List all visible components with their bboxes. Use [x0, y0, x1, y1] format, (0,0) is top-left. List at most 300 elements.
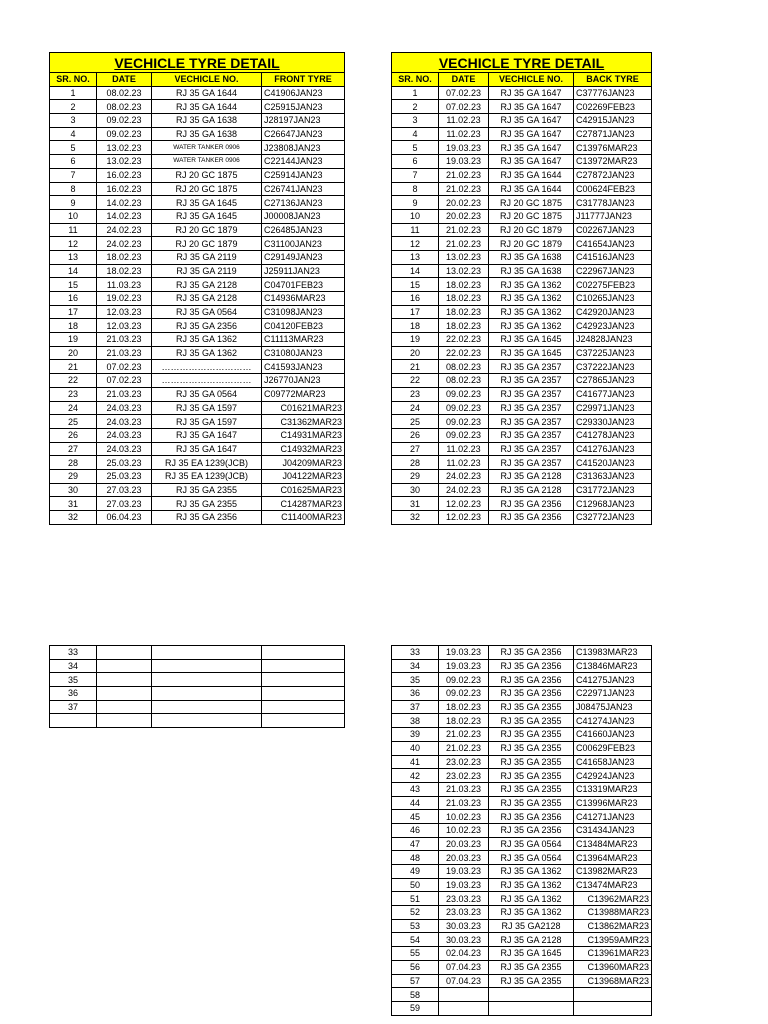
- sr-no-cell: 47: [392, 837, 439, 851]
- sr-no-cell: 7: [50, 168, 97, 182]
- sr-no-cell: 21: [392, 360, 439, 374]
- tyre-cell: C14932MAR23: [262, 442, 345, 456]
- back-extra-body: [392, 646, 652, 1016]
- date-cell: [97, 659, 152, 673]
- sr-no-cell: 59: [392, 1001, 439, 1015]
- sr-no-cell: 56: [392, 960, 439, 974]
- sr-no-cell: 33: [50, 646, 97, 660]
- tyre-cell: C00629FEB23: [574, 741, 652, 755]
- tyre-cell: J24828JAN23: [574, 333, 652, 347]
- date-cell: 07.04.23: [439, 960, 489, 974]
- table-row: [392, 127, 652, 141]
- date-cell: 22.02.23: [439, 333, 489, 347]
- date-cell: 23.03.23: [439, 906, 489, 920]
- date-cell: 20.02.23: [439, 196, 489, 210]
- tyre-cell: C13961MAR23: [574, 947, 652, 961]
- date-cell: 20.03.23: [439, 837, 489, 851]
- date-cell: 11.03.23: [97, 278, 152, 292]
- table-row: [50, 511, 345, 525]
- table-row: [50, 387, 345, 401]
- tyre-cell: C13964MAR23: [574, 851, 652, 865]
- vehicle-no-cell: RJ 35 GA 1362: [489, 892, 574, 906]
- tyre-cell: C13982MAR23: [574, 865, 652, 879]
- vehicle-no-cell: RJ 35 GA 2356: [489, 497, 574, 511]
- vehicle-no-cell: RJ 35 GA 2356: [489, 810, 574, 824]
- date-cell: 16.02.23: [97, 168, 152, 182]
- sr-no-cell: 17: [50, 305, 97, 319]
- tyre-cell: [262, 646, 345, 660]
- sr-no-cell: 54: [392, 933, 439, 947]
- column-header-back-tyre: BACK TYRE: [574, 73, 652, 87]
- table-row: [392, 237, 652, 251]
- sr-no-cell: 21: [50, 360, 97, 374]
- front-tyre-table: [49, 52, 345, 525]
- table-row: [392, 673, 652, 687]
- date-cell: 08.02.23: [439, 360, 489, 374]
- date-cell: 24.02.23: [439, 469, 489, 483]
- table-row: [50, 141, 345, 155]
- tyre-cell: C42920JAN23: [574, 305, 652, 319]
- vehicle-no-cell: RJ 20 GC 1875: [489, 196, 574, 210]
- front-table-body: [50, 86, 345, 524]
- sr-no-cell: 16: [50, 292, 97, 306]
- date-cell: 11.02.23: [439, 114, 489, 128]
- sr-no-cell: [50, 714, 97, 728]
- date-cell: 13.02.23: [439, 250, 489, 264]
- table-row: [392, 196, 652, 210]
- vehicle-no-cell: RJ 35 GA 1362: [489, 319, 574, 333]
- date-cell: 27.03.23: [97, 483, 152, 497]
- sr-no-cell: 26: [50, 428, 97, 442]
- sr-no-cell: 37: [392, 700, 439, 714]
- sr-no-cell: 11: [392, 223, 439, 237]
- date-cell: 06.04.23: [97, 511, 152, 525]
- table-row: [392, 988, 652, 1002]
- tyre-cell: [262, 673, 345, 687]
- tyre-cell: C13972MAR23: [574, 155, 652, 169]
- tyre-cell: J11777JAN23: [574, 209, 652, 223]
- sr-no-cell: 18: [50, 319, 97, 333]
- date-cell: 18.02.23: [439, 700, 489, 714]
- table-row: [50, 700, 345, 714]
- tyre-cell: C01625MAR23: [262, 483, 345, 497]
- vehicle-no-cell: RJ 35 GA 1647: [489, 86, 574, 100]
- sr-no-cell: 25: [392, 415, 439, 429]
- tyre-cell: J08475JAN23: [574, 700, 652, 714]
- table-row: [392, 374, 652, 388]
- tyre-cell: C22971JAN23: [574, 687, 652, 701]
- column-header-date: DATE: [439, 73, 489, 87]
- vehicle-no-cell: RJ 35 GA 1638: [489, 264, 574, 278]
- back-tyre-table: [391, 52, 652, 525]
- vehicle-no-cell: RJ 35 GA 2356: [489, 511, 574, 525]
- tyre-cell: C27871JAN23: [574, 127, 652, 141]
- date-cell: 21.02.23: [439, 728, 489, 742]
- table-row: [50, 673, 345, 687]
- vehicle-no-cell: [152, 646, 262, 660]
- vehicle-no-cell: RJ 35 GA 2355: [489, 960, 574, 974]
- sr-no-cell: 57: [392, 974, 439, 988]
- tyre-cell: C41658JAN23: [574, 755, 652, 769]
- table-row: [50, 360, 345, 374]
- vehicle-no-cell: RJ 35 GA 1645: [152, 209, 262, 223]
- sr-no-cell: 3: [50, 114, 97, 128]
- table-row: [392, 769, 652, 783]
- sr-no-cell: 51: [392, 892, 439, 906]
- sr-no-cell: 48: [392, 851, 439, 865]
- table-row: [392, 878, 652, 892]
- vehicle-no-cell: RJ 35 GA 1362: [489, 278, 574, 292]
- table-row: [392, 714, 652, 728]
- vehicle-no-cell: …………………………: [152, 374, 262, 388]
- table-row: [392, 974, 652, 988]
- front-table-title: VECHICLE TYRE DETAIL: [50, 53, 345, 73]
- table-row: [50, 292, 345, 306]
- sr-no-cell: 10: [50, 209, 97, 223]
- sr-no-cell: 2: [392, 100, 439, 114]
- tyre-cell: C09772MAR23: [262, 387, 345, 401]
- date-cell: 09.02.23: [439, 428, 489, 442]
- column-header-date: DATE: [97, 73, 152, 87]
- sr-no-cell: 30: [50, 483, 97, 497]
- front-tyre-table-continued: [49, 645, 345, 728]
- tyre-cell: C01621MAR23: [262, 401, 345, 415]
- vehicle-no-cell: RJ 35 GA 2355: [489, 782, 574, 796]
- vehicle-no-cell: RJ 20 GC 1879: [152, 223, 262, 237]
- back-table-title: VECHICLE TYRE DETAIL: [392, 53, 652, 73]
- sr-no-cell: 49: [392, 865, 439, 879]
- tyre-cell: C29971JAN23: [574, 401, 652, 415]
- table-row: [392, 1001, 652, 1015]
- table-row: [392, 182, 652, 196]
- table-row: [392, 209, 652, 223]
- tyre-cell: C13983MAR23: [574, 646, 652, 660]
- date-cell: 13.02.23: [97, 155, 152, 169]
- date-cell: 12.03.23: [97, 319, 152, 333]
- table-row: [392, 810, 652, 824]
- table-row: [50, 182, 345, 196]
- table-row: [50, 305, 345, 319]
- date-cell: 23.03.23: [439, 892, 489, 906]
- sr-no-cell: 40: [392, 741, 439, 755]
- vehicle-no-cell: RJ 35 GA 2355: [489, 728, 574, 742]
- tyre-cell: J23808JAN23: [262, 141, 345, 155]
- vehicle-no-cell: RJ 35 GA 2356: [489, 687, 574, 701]
- tyre-cell: C26485JAN23: [262, 223, 345, 237]
- table-row: [392, 442, 652, 456]
- table-row: [392, 155, 652, 169]
- tyre-cell: [574, 988, 652, 1002]
- sr-no-cell: 15: [392, 278, 439, 292]
- sr-no-cell: 55: [392, 947, 439, 961]
- date-cell: 19.03.23: [439, 646, 489, 660]
- table-row: [392, 264, 652, 278]
- sr-no-cell: 32: [392, 511, 439, 525]
- vehicle-no-cell: RJ 35 GA 1362: [489, 305, 574, 319]
- table-row: [50, 250, 345, 264]
- tyre-cell: C32772JAN23: [574, 511, 652, 525]
- table-row: [392, 741, 652, 755]
- table-row: [50, 127, 345, 141]
- tyre-cell: C26647JAN23: [262, 127, 345, 141]
- vehicle-no-cell: RJ 35 GA 2355: [489, 755, 574, 769]
- vehicle-no-cell: RJ 35 GA 2357: [489, 360, 574, 374]
- date-cell: 08.02.23: [97, 86, 152, 100]
- table-row: [50, 168, 345, 182]
- vehicle-no-cell: WATER TANKER 0906: [152, 141, 262, 155]
- table-row: [50, 659, 345, 673]
- sr-no-cell: 20: [50, 346, 97, 360]
- table-row: [50, 497, 345, 511]
- sr-no-cell: 44: [392, 796, 439, 810]
- date-cell: 21.02.23: [439, 182, 489, 196]
- date-cell: 02.04.23: [439, 947, 489, 961]
- date-cell: 07.02.23: [97, 374, 152, 388]
- tyre-cell: J28197JAN23: [262, 114, 345, 128]
- sr-no-cell: 14: [392, 264, 439, 278]
- vehicle-no-cell: RJ 20 GC 1875: [489, 209, 574, 223]
- vehicle-no-cell: RJ 20 GC 1879: [489, 237, 574, 251]
- date-cell: 16.02.23: [97, 182, 152, 196]
- vehicle-no-cell: WATER TANKER 0906: [152, 155, 262, 169]
- sr-no-cell: 19: [392, 333, 439, 347]
- vehicle-no-cell: RJ 35 GA 2355: [152, 483, 262, 497]
- date-cell: 24.02.23: [439, 483, 489, 497]
- date-cell: 24.03.23: [97, 442, 152, 456]
- date-cell: [439, 988, 489, 1002]
- sr-no-cell: 22: [392, 374, 439, 388]
- sr-no-cell: 45: [392, 810, 439, 824]
- sr-no-cell: 20: [392, 346, 439, 360]
- sr-no-cell: 35: [392, 673, 439, 687]
- table-row: [50, 209, 345, 223]
- date-cell: 21.02.23: [439, 237, 489, 251]
- vehicle-no-cell: RJ 35 GA 1647: [489, 155, 574, 169]
- vehicle-no-cell: RJ 35 GA 2357: [489, 374, 574, 388]
- sr-no-cell: 7: [392, 168, 439, 182]
- date-cell: 24.03.23: [97, 401, 152, 415]
- date-cell: 21.03.23: [97, 333, 152, 347]
- vehicle-no-cell: RJ 35 GA 1647: [489, 127, 574, 141]
- date-cell: 19.03.23: [439, 155, 489, 169]
- tyre-cell: C31363JAN23: [574, 469, 652, 483]
- date-cell: 11.02.23: [439, 456, 489, 470]
- sr-no-cell: 36: [50, 687, 97, 701]
- table-row: [392, 851, 652, 865]
- tyre-cell: C13319MAR23: [574, 782, 652, 796]
- date-cell: 12.02.23: [439, 511, 489, 525]
- table-row: [50, 687, 345, 701]
- tyre-cell: J04122MAR23: [262, 469, 345, 483]
- vehicle-no-cell: RJ 35 GA2128: [489, 919, 574, 933]
- vehicle-no-cell: RJ 35 GA 2355: [489, 741, 574, 755]
- sr-no-cell: 8: [392, 182, 439, 196]
- sr-no-cell: 28: [392, 456, 439, 470]
- vehicle-no-cell: RJ 35 GA 2355: [489, 700, 574, 714]
- front-header-row: [50, 73, 345, 87]
- tyre-cell: C41516JAN23: [574, 250, 652, 264]
- column-header-front-tyre: FRONT TYRE: [262, 73, 345, 87]
- sr-no-cell: 9: [392, 196, 439, 210]
- sr-no-cell: 50: [392, 878, 439, 892]
- sr-no-cell: 23: [392, 387, 439, 401]
- date-cell: 08.02.23: [97, 100, 152, 114]
- sr-no-cell: 42: [392, 769, 439, 783]
- tyre-cell: [262, 714, 345, 728]
- table-row: [50, 401, 345, 415]
- vehicle-no-cell: RJ 35 GA 2356: [489, 659, 574, 673]
- vehicle-no-cell: RJ 35 GA 1362: [489, 906, 574, 920]
- tyre-cell: C22967JAN23: [574, 264, 652, 278]
- date-cell: 21.02.23: [439, 168, 489, 182]
- table-row: [392, 728, 652, 742]
- vehicle-no-cell: RJ 35 GA 1645: [489, 947, 574, 961]
- date-cell: 09.02.23: [439, 687, 489, 701]
- vehicle-no-cell: RJ 35 GA 1638: [489, 250, 574, 264]
- vehicle-no-cell: RJ 35 GA 1597: [152, 415, 262, 429]
- tyre-cell: J04209MAR23: [262, 456, 345, 470]
- date-cell: 21.03.23: [439, 796, 489, 810]
- tyre-cell: C13846MAR23: [574, 659, 652, 673]
- tyre-cell: [262, 659, 345, 673]
- sr-no-cell: 34: [392, 659, 439, 673]
- table-row: [392, 687, 652, 701]
- table-row: [392, 401, 652, 415]
- table-row: [50, 223, 345, 237]
- sr-no-cell: 3: [392, 114, 439, 128]
- date-cell: 07.02.23: [97, 360, 152, 374]
- table-row: [392, 933, 652, 947]
- date-cell: 10.02.23: [439, 810, 489, 824]
- vehicle-no-cell: RJ 35 GA 1645: [489, 333, 574, 347]
- tyre-cell: C04120FEB23: [262, 319, 345, 333]
- vehicle-no-cell: RJ 35 GA 0564: [489, 837, 574, 851]
- table-row: [392, 947, 652, 961]
- table-row: [392, 319, 652, 333]
- vehicle-no-cell: RJ 35 GA 1638: [152, 127, 262, 141]
- date-cell: [439, 1001, 489, 1015]
- table-row: [392, 387, 652, 401]
- vehicle-no-cell: [152, 714, 262, 728]
- sr-no-cell: 39: [392, 728, 439, 742]
- date-cell: 20.02.23: [439, 209, 489, 223]
- table-row: [392, 100, 652, 114]
- tyre-cell: C41274JAN23: [574, 714, 652, 728]
- sr-no-cell: 28: [50, 456, 97, 470]
- table-row: [50, 456, 345, 470]
- tyre-cell: [574, 1001, 652, 1015]
- vehicle-no-cell: RJ 35 GA 2128: [152, 278, 262, 292]
- date-cell: 19.02.23: [97, 292, 152, 306]
- sr-no-cell: 29: [50, 469, 97, 483]
- table-row: [392, 415, 652, 429]
- tyre-cell: C14936MAR23: [262, 292, 345, 306]
- table-row: [50, 714, 345, 728]
- sr-no-cell: 10: [392, 209, 439, 223]
- vehicle-no-cell: RJ 20 GC 1879: [489, 223, 574, 237]
- date-cell: 18.02.23: [439, 278, 489, 292]
- table-row: [392, 497, 652, 511]
- date-cell: 19.03.23: [439, 865, 489, 879]
- sr-no-cell: 27: [392, 442, 439, 456]
- vehicle-no-cell: RJ 35 GA 1644: [489, 168, 574, 182]
- tyre-cell: [262, 687, 345, 701]
- vehicle-no-cell: RJ 35 GA 2355: [489, 769, 574, 783]
- sr-no-cell: 5: [50, 141, 97, 155]
- date-cell: 09.02.23: [439, 387, 489, 401]
- date-cell: 21.02.23: [439, 741, 489, 755]
- date-cell: 09.02.23: [97, 114, 152, 128]
- tyre-cell: C13996MAR23: [574, 796, 652, 810]
- sr-no-cell: 30: [392, 483, 439, 497]
- vehicle-no-cell: RJ 35 GA 0564: [152, 387, 262, 401]
- date-cell: 09.02.23: [439, 401, 489, 415]
- vehicle-no-cell: RJ 35 GA 2128: [489, 933, 574, 947]
- date-cell: 23.02.23: [439, 755, 489, 769]
- tyre-cell: C02267JAN23: [574, 223, 652, 237]
- table-row: [50, 319, 345, 333]
- table-row: [392, 659, 652, 673]
- sr-no-cell: 25: [50, 415, 97, 429]
- date-cell: 12.03.23: [97, 305, 152, 319]
- table-row: [392, 86, 652, 100]
- tyre-cell: C37222JAN23: [574, 360, 652, 374]
- back-header-row: [392, 73, 652, 87]
- vehicle-no-cell: RJ 35 GA 2357: [489, 415, 574, 429]
- date-cell: 21.03.23: [439, 782, 489, 796]
- date-cell: 13.02.23: [439, 264, 489, 278]
- tyre-cell: C31778JAN23: [574, 196, 652, 210]
- front-extra-body: [50, 646, 345, 728]
- vehicle-no-cell: RJ 35 GA 1362: [489, 865, 574, 879]
- back-table-body: [392, 86, 652, 524]
- date-cell: 07.04.23: [439, 974, 489, 988]
- tyre-cell: C25915JAN23: [262, 100, 345, 114]
- table-row: [392, 906, 652, 920]
- date-cell: 24.03.23: [97, 415, 152, 429]
- sr-no-cell: 2: [50, 100, 97, 114]
- table-row: [50, 374, 345, 388]
- date-cell: 19.03.23: [439, 141, 489, 155]
- sr-no-cell: 58: [392, 988, 439, 1002]
- date-cell: 24.03.23: [97, 428, 152, 442]
- sr-no-cell: 12: [50, 237, 97, 251]
- sr-no-cell: 8: [50, 182, 97, 196]
- tyre-cell: C41677JAN23: [574, 387, 652, 401]
- tyre-cell: C31098JAN23: [262, 305, 345, 319]
- table-row: [392, 646, 652, 660]
- date-cell: [97, 687, 152, 701]
- table-row: [392, 292, 652, 306]
- date-cell: 11.02.23: [439, 442, 489, 456]
- tyre-cell: C31100JAN23: [262, 237, 345, 251]
- date-cell: 14.02.23: [97, 209, 152, 223]
- sr-no-cell: 17: [392, 305, 439, 319]
- date-cell: 24.02.23: [97, 223, 152, 237]
- tyre-cell: C41654JAN23: [574, 237, 652, 251]
- table-row: [392, 755, 652, 769]
- tyre-cell: C27865JAN23: [574, 374, 652, 388]
- date-cell: 25.03.23: [97, 456, 152, 470]
- table-row: [50, 442, 345, 456]
- tyre-cell: C31434JAN23: [574, 823, 652, 837]
- vehicle-no-cell: RJ 35 GA 1644: [489, 182, 574, 196]
- tyre-cell: C37776JAN23: [574, 86, 652, 100]
- table-row: [392, 782, 652, 796]
- tyre-cell: C11113MAR23: [262, 333, 345, 347]
- date-cell: 23.02.23: [439, 769, 489, 783]
- vehicle-no-cell: RJ 35 GA 1645: [152, 196, 262, 210]
